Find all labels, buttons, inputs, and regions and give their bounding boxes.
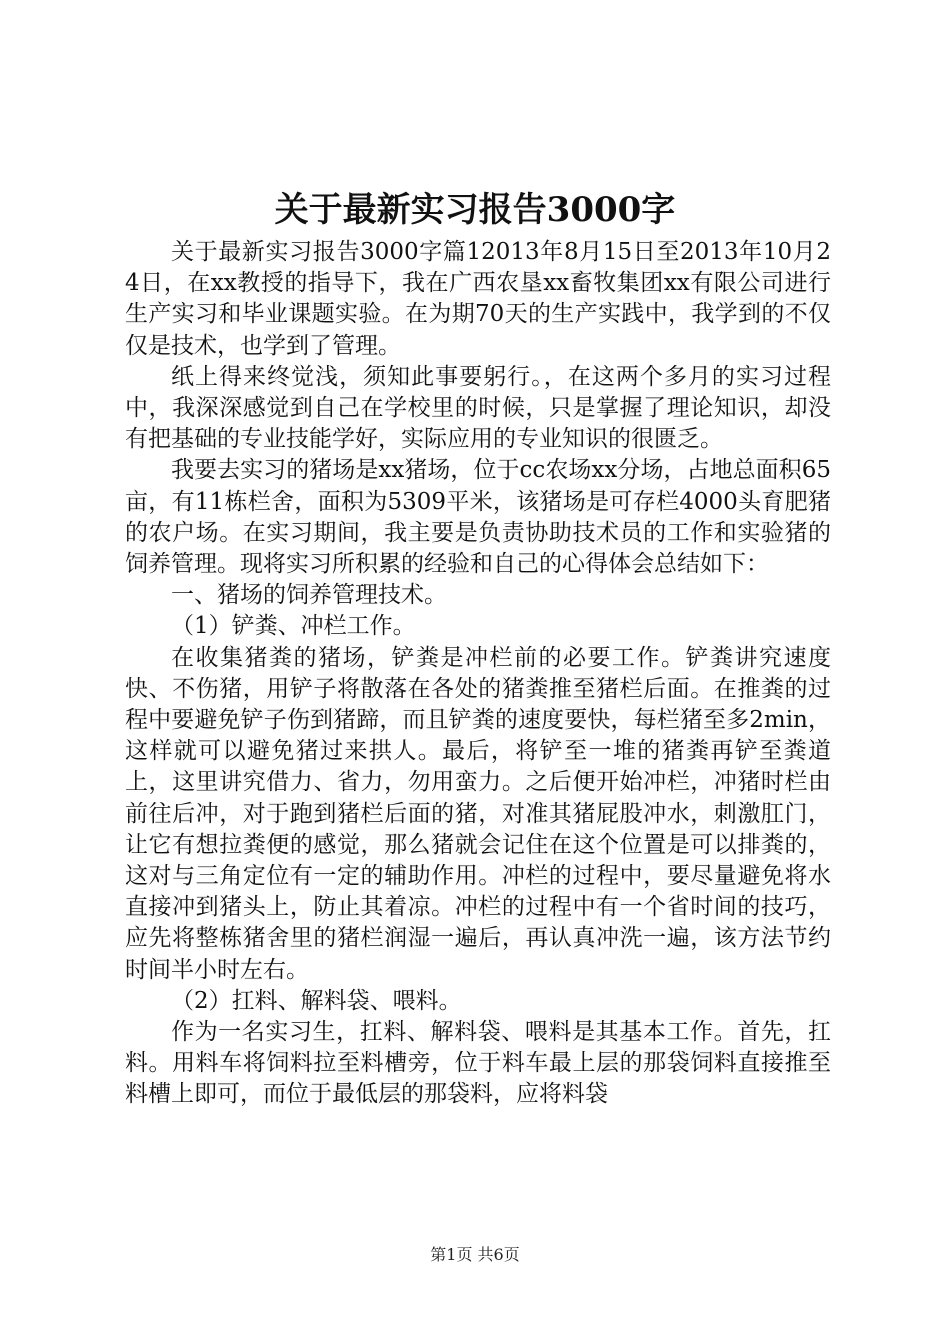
document-body xyxy=(125,237,831,1111)
subsection-heading: （2）扛料、解料袋、喂料。 xyxy=(171,987,462,1014)
page-footer: 第1页 共6页 xyxy=(430,1245,520,1264)
subsection-heading: （1）铲粪、冲栏工作。 xyxy=(171,613,416,640)
paragraph: 在收集猪粪的猪场，铲粪是冲栏前的必要工作。铲粪讲究速度快、不伤猪，用铲子将散落在各处的猪粪推至猪栏后面。在推粪的过程中要避免铲子伤到猪蹄，而且铲粪的速度要快，每栏猪至多2min，这样就可以避免猪过来拱人。最后，将铲至一堆的猪粪再铲至粪道上，这里讲究借力、省力，勿用蛮力。之后便开始冲栏，冲猪时栏由前往后冲，对于跑到猪栏后面的猪，对准其猪屁股冲水，刺激肛门，让它有想拉粪便的感觉，那么猪就会记住在这个位置是可以排粪的，这对与三角定位有一定的辅助作用。冲栏的过程中，要尽量避免将水直接冲到猪头上，防止其着凉。冲栏的过程中有一个省时间的技巧，应先将整栋猪舍里的猪栏润湿一遍后，再认真冲洗一遍，该方法节约时间半小时左右。 xyxy=(125,644,831,983)
paragraph: 纸上得来终觉浅，须知此事要躬行。，在这两个多月的实习过程中，我深深感觉到自己在学校里的时候，只是掌握了理论知识，却没有把基础的专业技能学好，实际应用的专业知识的很匮乏。 xyxy=(125,363,831,453)
paragraph: 作为一名实习生，扛料、解料袋、喂料是其基本工作。首先，扛料。用料车将饲料拉至料槽旁，位于料车最上层的那袋饲料直接推至料槽上即可，而位于最低层的那袋料，应将料袋 xyxy=(125,1019,831,1108)
section-heading: 一、猪场的饲养管理技术。 xyxy=(171,582,447,609)
paragraph: 关于最新实习报告3000字篇12013年8月15日至2013年10月24日，在xx教授的指导下，我在广西农垦xx畜牧集团xx有限公司进行生产实习和毕业课题实验。在为期70天的生产实践中，我学到的不仅仅是技术，也学到了管理。 xyxy=(125,239,831,359)
document-title: 关于最新实习报告3000字 xyxy=(274,190,676,230)
paragraph: 我要去实习的猪场是xx猪场，位于cc农场xx分场，占地总面积65亩，有11栋栏舍，面积为5309平米，该猪场是可存栏4000头育肥猪的农户场。在实习期间，我主要是负责协助技术员的工作和实验猪的饲养管理。现将实习所积累的经验和自己的心得体会总结如下： xyxy=(125,457,831,578)
